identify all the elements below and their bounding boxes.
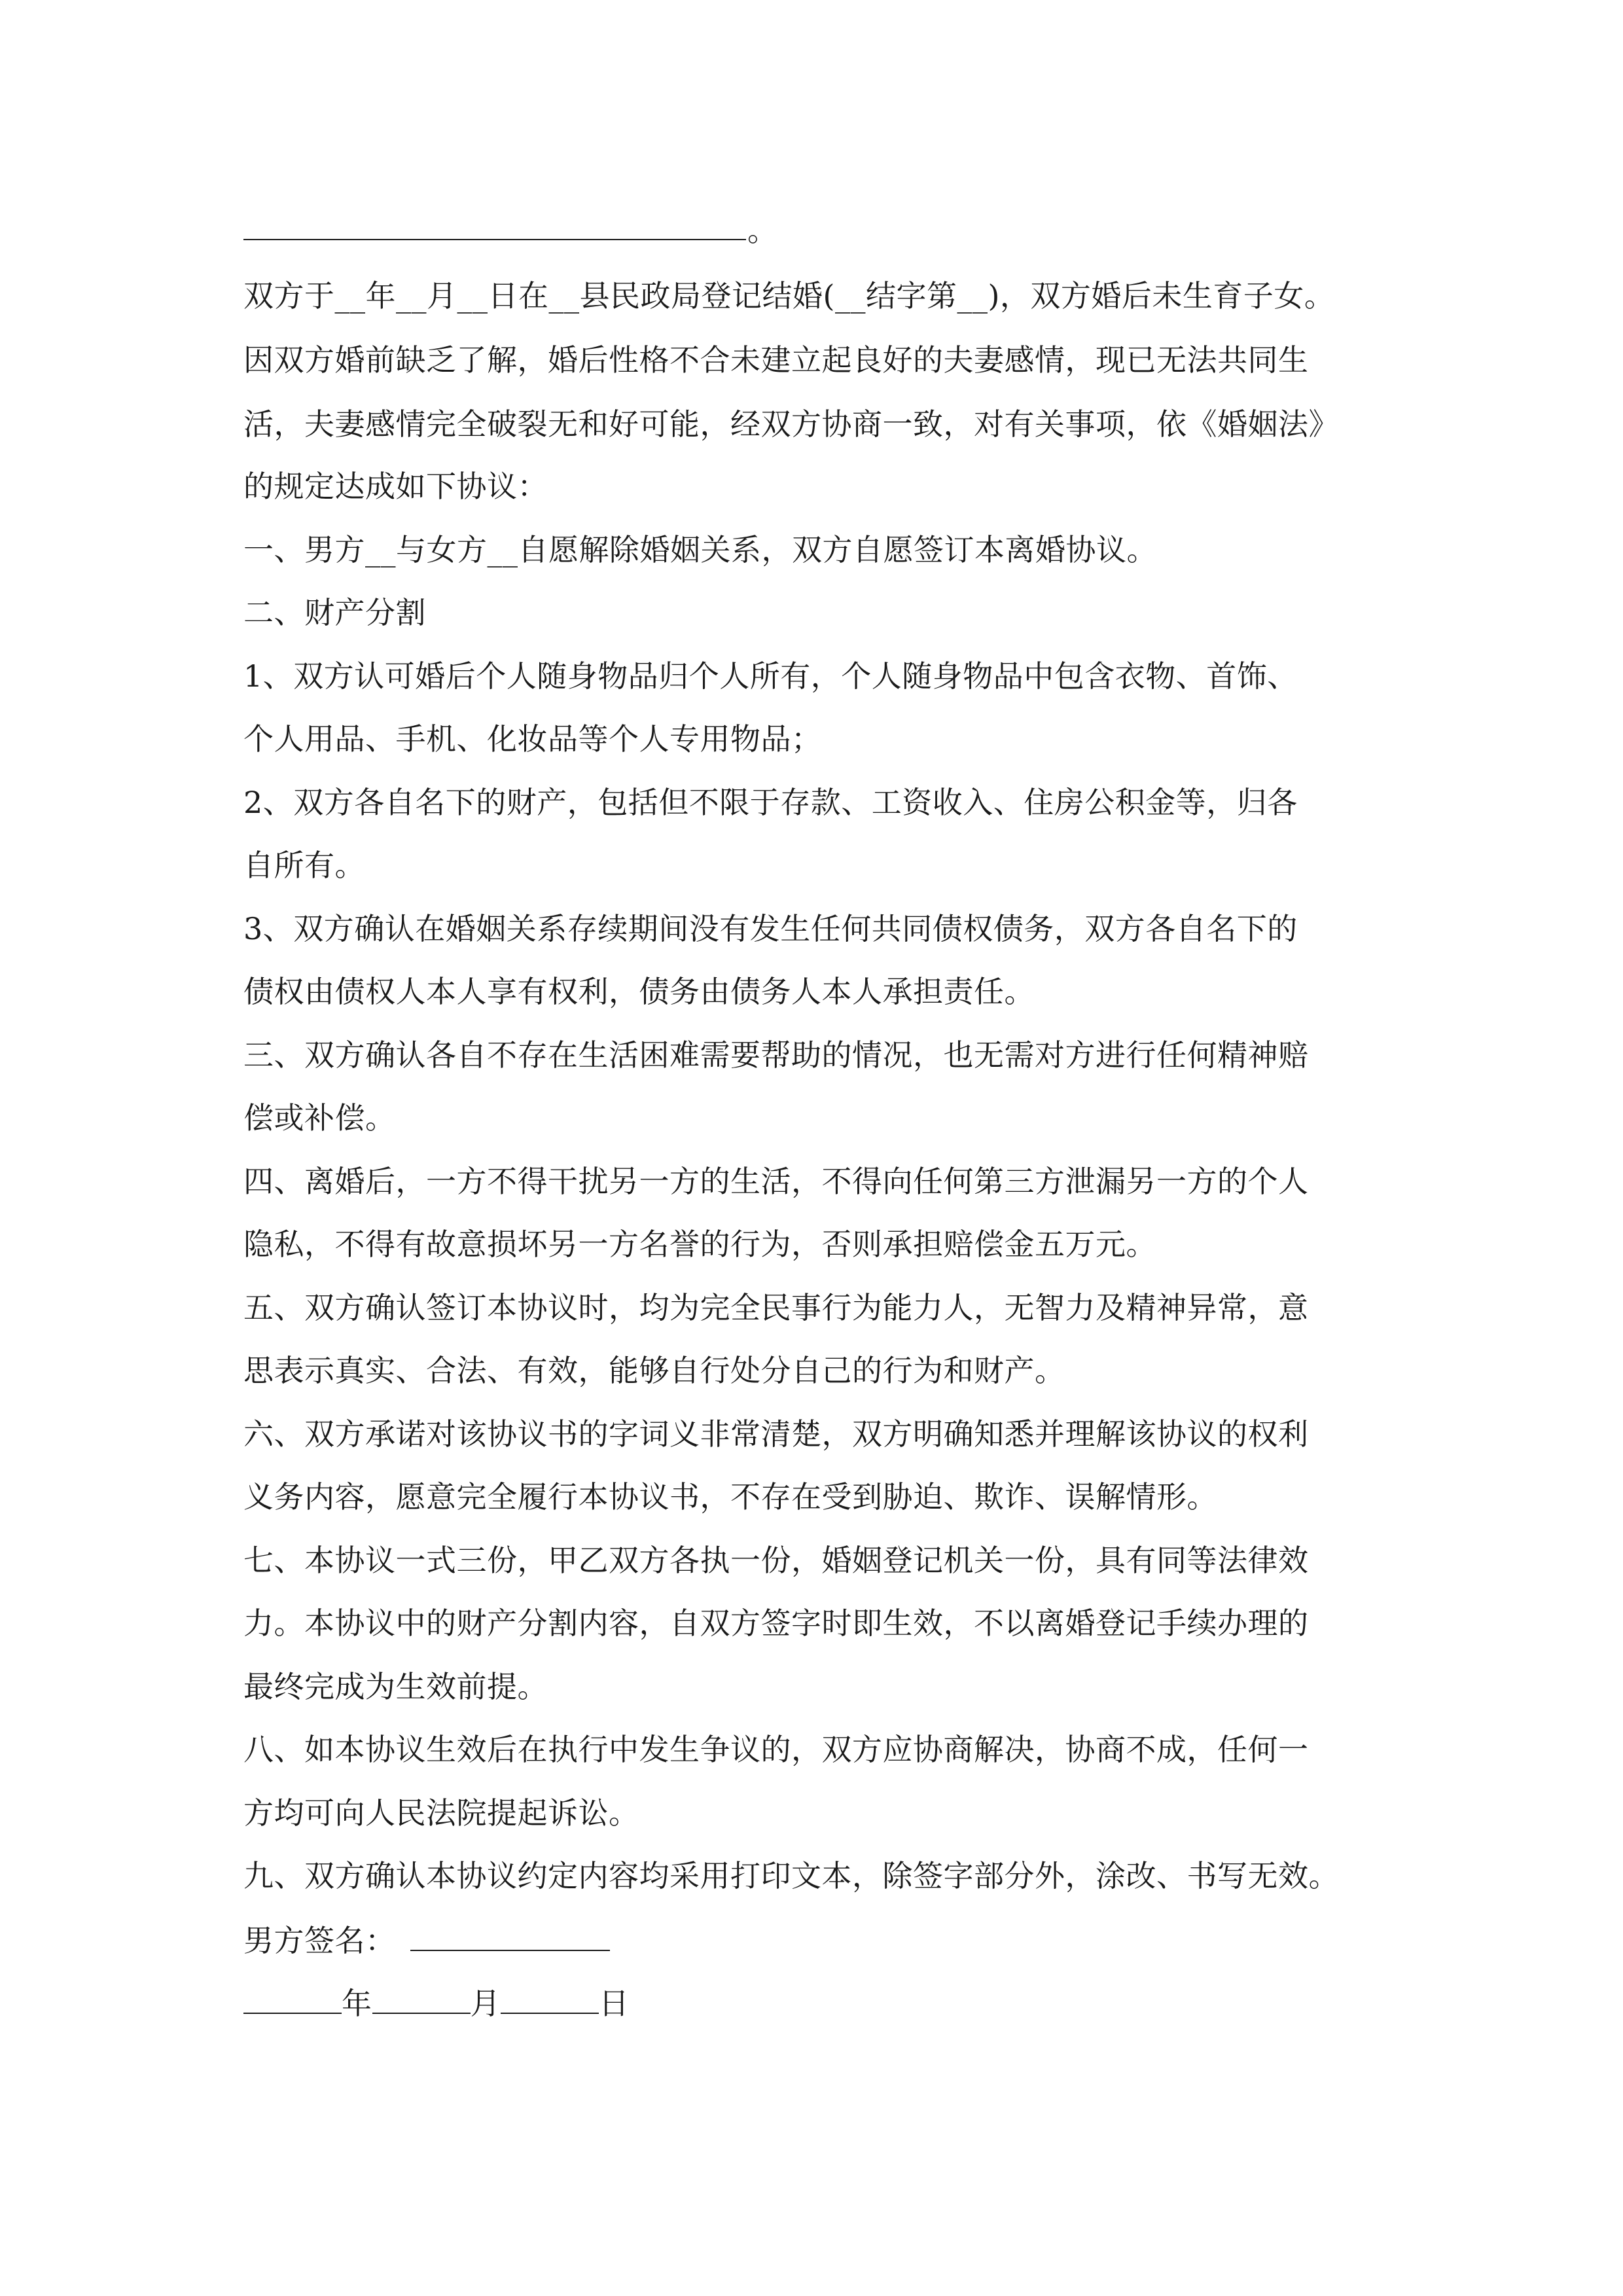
fill-in-blank-line [243, 239, 746, 240]
paragraph-line: 八、如本协议生效后在执行中发生争议的，双方应协商解决，协商不成，任何一 [243, 1732, 1309, 1767]
section-heading: 二、财产分割 [243, 595, 426, 630]
day-label: 日 [599, 1986, 630, 2021]
paragraph-line: 双方于__年__月__日在__县民政局登记结婚(__结字第__)，双方婚后未生育子女。 [243, 278, 1335, 314]
paragraph-line: 九、双方确认本协议约定内容均采用打印文本，除签字部分外，涂改、书写无效。 [243, 1858, 1339, 1893]
paragraph-line: 偿或补偿。 [243, 1100, 396, 1136]
paragraph-line: 1、双方认可婚后个人随身物品归个人所有，个人随身物品中包含衣物、首饰、 [243, 658, 1298, 694]
paragraph-line: 因双方婚前缺乏了解，婚后性格不合未建立起良好的夫妻感情，现已无法共同生 [243, 342, 1309, 378]
paragraph-line: 五、双方确认签订本协议时，均为完全民事行为能力人，无智力及精神异常，意 [243, 1290, 1309, 1325]
date-row [243, 1982, 630, 2023]
month-blank[interactable] [372, 1982, 471, 2014]
paragraph-line: 三、双方确认各自不存在生活困难需要帮助的情况，也无需对方进行任何精神赔 [243, 1037, 1309, 1073]
paragraph-line: 3、双方确认在婚姻关系存续期间没有发生任何共同债权债务，双方各自名下的 [243, 911, 1298, 946]
year-label: 年 [342, 1986, 372, 2021]
paragraph-line: 方均可向人民法院提起诉讼。 [243, 1795, 639, 1831]
year-blank[interactable] [243, 1982, 342, 2014]
paragraph-line: 自所有。 [243, 848, 365, 883]
day-blank[interactable] [501, 1982, 599, 2014]
month-label: 月 [470, 1986, 501, 2021]
paragraph-line: 债权由债权人本人享有权利，债务由债务人本人承担责任。 [243, 974, 1035, 1009]
paragraph-line: 六、双方承诺对该协议书的字词义非常清楚，双方明确知悉并理解该协议的权利 [243, 1416, 1309, 1452]
paragraph-line: 一、男方__与女方__自愿解除婚姻关系，双方自愿签订本离婚协议。 [243, 532, 1157, 567]
paragraph-line: 四、离婚后，一方不得干扰另一方的生活，不得向任何第三方泄漏另一方的个人 [243, 1164, 1309, 1199]
paragraph-line: 七、本协议一式三份，甲乙双方各执一份，婚姻登记机关一份，具有同等法律效 [243, 1543, 1309, 1578]
paragraph-line: 力。本协议中的财产分割内容，自双方签字时即生效，不以离婚登记手续办理的 [243, 1605, 1309, 1641]
paragraph-line: 隐私，不得有故意损坏另一方名誉的行为，否则承担赔偿金五万元。 [243, 1227, 1156, 1262]
signature-row [243, 1920, 610, 1960]
signature-label: 男方签名： [243, 1923, 396, 1958]
paragraph-line: 2、双方各自名下的财产，包括但不限于存款、工资收入、住房公积金等，归各 [243, 785, 1298, 820]
paragraph-line: 最终完成为生效前提。 [243, 1669, 548, 1704]
paragraph-line: 的规定达成如下协议： [243, 469, 548, 504]
signature-blank[interactable] [410, 1920, 610, 1951]
paragraph-line: 个人用品、手机、化妆品等个人专用物品； [243, 721, 822, 757]
blank-line-period: 。 [747, 213, 777, 248]
paragraph-line: 思表示真实、合法、有效，能够自行处分自己的行为和财产。 [243, 1353, 1065, 1388]
paragraph-line: 活，夫妻感情完全破裂无和好可能，经双方协商一致，对有关事项，依《婚姻法》 [243, 406, 1339, 442]
paragraph-line: 义务内容，愿意完全履行本协议书，不存在受到胁迫、欺诈、误解情形。 [243, 1479, 1217, 1515]
